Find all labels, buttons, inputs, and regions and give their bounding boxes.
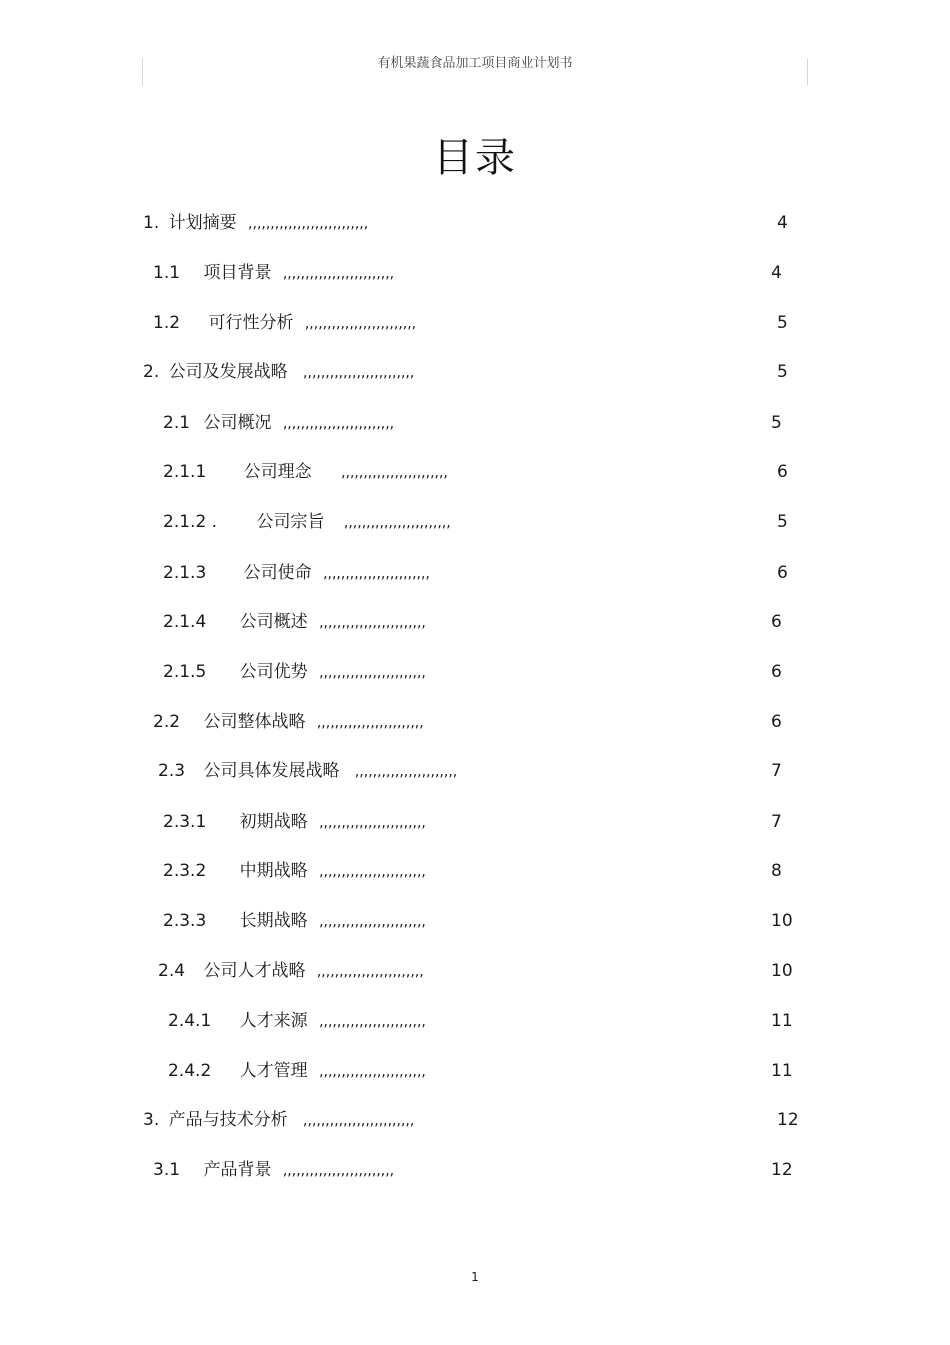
toc-entry-page[interactable]: 12 — [771, 1160, 793, 1180]
toc-entry-leader: ,,,,,,,,,,,,,,,,,,,,,,,, — [319, 665, 426, 681]
toc-entry-label: 中期战略 — [239, 861, 308, 881]
toc-entry-page[interactable]: 6 — [777, 462, 788, 482]
toc-entry-label: 长期战略 — [239, 911, 308, 931]
toc-entry-leader: ,,,,,,,,,,,,,,,,,,,,,,,, — [316, 715, 424, 731]
toc-entry-leader: ,,,,,,,,,,,,,,,,,,,,,,, — [354, 764, 458, 780]
toc-entry-number: 2.2 — [153, 712, 181, 732]
toc-entry-leader: ,,,,,,,,,,,,,,,,,,,,,,,,, — [282, 416, 395, 432]
toc-entry-label: 项目背景 — [203, 263, 272, 283]
toc-entry-number: 2.1.2 . — [163, 512, 218, 532]
toc-entry-number: 2.3.3 — [163, 911, 207, 931]
toc-entry[interactable] — [168, 1009, 426, 1033]
toc-entry[interactable] — [163, 909, 426, 933]
toc-entry-number: 2.3.1 — [163, 812, 207, 832]
toc-entry-leader: ,,,,,,,,,,,,,,,,,,,,,,,,, — [282, 266, 395, 282]
toc-entry[interactable] — [158, 759, 457, 783]
toc-entry-label: 公司宗旨 — [256, 512, 325, 532]
toc-entry-page[interactable]: 4 — [771, 263, 782, 283]
toc-entry-label: 公司整体战略 — [203, 712, 306, 732]
toc-entry[interactable] — [163, 561, 430, 585]
toc-entry-number: 1. — [143, 213, 160, 233]
toc-entry-leader: ,,,,,,,,,,,,,,,,,,,,,,,, — [319, 864, 426, 880]
toc-entry-leader: ,,,,,,,,,,,,,,,,,,,,,,,,,,, — [248, 216, 369, 232]
toc-entry-leader: ,,,,,,,,,,,,,,,,,,,,,,,,, — [303, 365, 415, 381]
toc-entry-page[interactable]: 12 — [777, 1110, 799, 1130]
toc-entry-number: 2.1 — [163, 413, 191, 433]
toc-entry[interactable] — [153, 710, 424, 734]
toc-entry-number: 3. — [143, 1110, 160, 1130]
toc-entry-leader: ,,,,,,,,,,,,,,,,,,,,,,,, — [319, 815, 426, 831]
toc-entry[interactable] — [143, 360, 414, 384]
toc-entry-number: 2.3 — [158, 761, 186, 781]
toc-entry-number: 2.4.2 — [168, 1061, 212, 1081]
toc-entry[interactable] — [158, 959, 424, 983]
toc-entry-label: 公司概述 — [239, 612, 308, 632]
toc-entry-label: 计划摘要 — [168, 213, 237, 233]
toc-entry[interactable] — [168, 1059, 426, 1083]
toc-entry-page[interactable]: 6 — [771, 612, 782, 632]
toc-entry[interactable] — [153, 1158, 394, 1182]
toc-entry-leader: ,,,,,,,,,,,,,,,,,,,,,,,, — [319, 1014, 426, 1030]
toc-entry-label: 公司具体发展战略 — [203, 761, 340, 781]
toc-entry[interactable] — [163, 810, 426, 834]
toc-entry-number: 2.1.4 — [163, 612, 207, 632]
toc-entry[interactable] — [143, 1108, 414, 1132]
toc-entry[interactable] — [153, 311, 416, 335]
toc-entry-leader: ,,,,,,,,,,,,,,,,,,,,,,,, — [319, 914, 426, 930]
toc-entry-leader: ,,,,,,,,,,,,,,,,,,,,,,,,, — [303, 1113, 415, 1129]
toc-entry-page[interactable]: 5 — [771, 413, 782, 433]
toc-entry-page[interactable]: 10 — [771, 961, 793, 981]
toc-entry-number: 2.1.3 — [163, 563, 207, 583]
page-number: 1 — [471, 1270, 479, 1284]
toc-entry-page[interactable]: 7 — [771, 761, 782, 781]
toc-entry-number: 1.1 — [153, 263, 181, 283]
toc-entry-page[interactable]: 5 — [777, 362, 788, 382]
toc-entry[interactable] — [163, 660, 426, 684]
toc-entry[interactable] — [153, 261, 394, 285]
toc-entry-number: 2.4.1 — [168, 1011, 212, 1031]
toc-entry-page[interactable]: 5 — [777, 512, 788, 532]
toc-entry-page[interactable]: 5 — [777, 313, 788, 333]
toc-entry-page[interactable]: 6 — [777, 563, 788, 583]
toc-entry-label: 公司使命 — [243, 563, 312, 583]
toc-entry[interactable] — [143, 211, 368, 235]
toc-entry-number: 3.1 — [153, 1160, 181, 1180]
toc-entry-number: 2. — [143, 362, 160, 382]
toc-entry[interactable] — [163, 411, 394, 435]
toc-entry-leader: ,,,,,,,,,,,,,,,,,,,,,,,, — [341, 465, 448, 481]
toc-entry-number: 2.1.5 — [163, 662, 207, 682]
toc-entry-page[interactable]: 4 — [777, 213, 788, 233]
toc-entry-leader: ,,,,,,,,,,,,,,,,,,,,,,,, — [319, 1064, 426, 1080]
toc-entry-number: 2.3.2 — [163, 861, 207, 881]
toc-entry-page[interactable]: 11 — [771, 1011, 793, 1031]
toc-entry-leader: ,,,,,,,,,,,,,,,,,,,,,,,, — [316, 964, 424, 980]
toc-entry-number: 1.2 — [153, 313, 181, 333]
toc-entry-label: 人才来源 — [239, 1011, 308, 1031]
toc-entry-page[interactable]: 6 — [771, 662, 782, 682]
toc-entry-number: 2.1.1 — [163, 462, 207, 482]
toc-entry-leader: ,,,,,,,,,,,,,,,,,,,,,,,, — [323, 566, 430, 582]
toc-entry-label: 可行性分析 — [208, 313, 294, 333]
running-header: 有机果蔬食品加工项目商业计划书 — [377, 56, 573, 71]
toc-entry[interactable] — [163, 460, 448, 484]
toc-entry-label: 公司理念 — [243, 462, 312, 482]
toc-entry-number: 2.4 — [158, 961, 186, 981]
toc-entry-label: 公司概况 — [203, 413, 272, 433]
toc-entry-leader: ,,,,,,,,,,,,,,,,,,,,,,,,, — [282, 1163, 395, 1179]
toc-entry-page[interactable]: 8 — [771, 861, 782, 881]
toc-entry-page[interactable]: 10 — [771, 911, 793, 931]
toc-entry[interactable] — [163, 510, 451, 534]
toc-entry-page[interactable]: 7 — [771, 812, 782, 832]
toc-entry-label: 产品与技术分析 — [168, 1110, 288, 1130]
toc-title: 目录 — [433, 135, 517, 181]
toc-entry-leader: ,,,,,,,,,,,,,,,,,,,,,,,, — [343, 515, 451, 531]
toc-entry-page[interactable]: 6 — [771, 712, 782, 732]
toc-entry-label: 公司及发展战略 — [168, 362, 288, 382]
toc-entry-leader: ,,,,,,,,,,,,,,,,,,,,,,,,, — [304, 316, 417, 332]
toc-entry-label: 初期战略 — [239, 812, 308, 832]
toc-entry-page[interactable]: 11 — [771, 1061, 793, 1081]
toc-entry-label: 公司优势 — [239, 662, 308, 682]
toc-entry[interactable] — [163, 610, 426, 634]
toc-entry-label: 人才管理 — [239, 1061, 308, 1081]
toc-entry[interactable] — [163, 859, 426, 883]
toc-entry-label: 公司人才战略 — [203, 961, 306, 981]
toc-entry-label: 产品背景 — [203, 1160, 272, 1180]
toc-entry-leader: ,,,,,,,,,,,,,,,,,,,,,,,, — [319, 615, 426, 631]
